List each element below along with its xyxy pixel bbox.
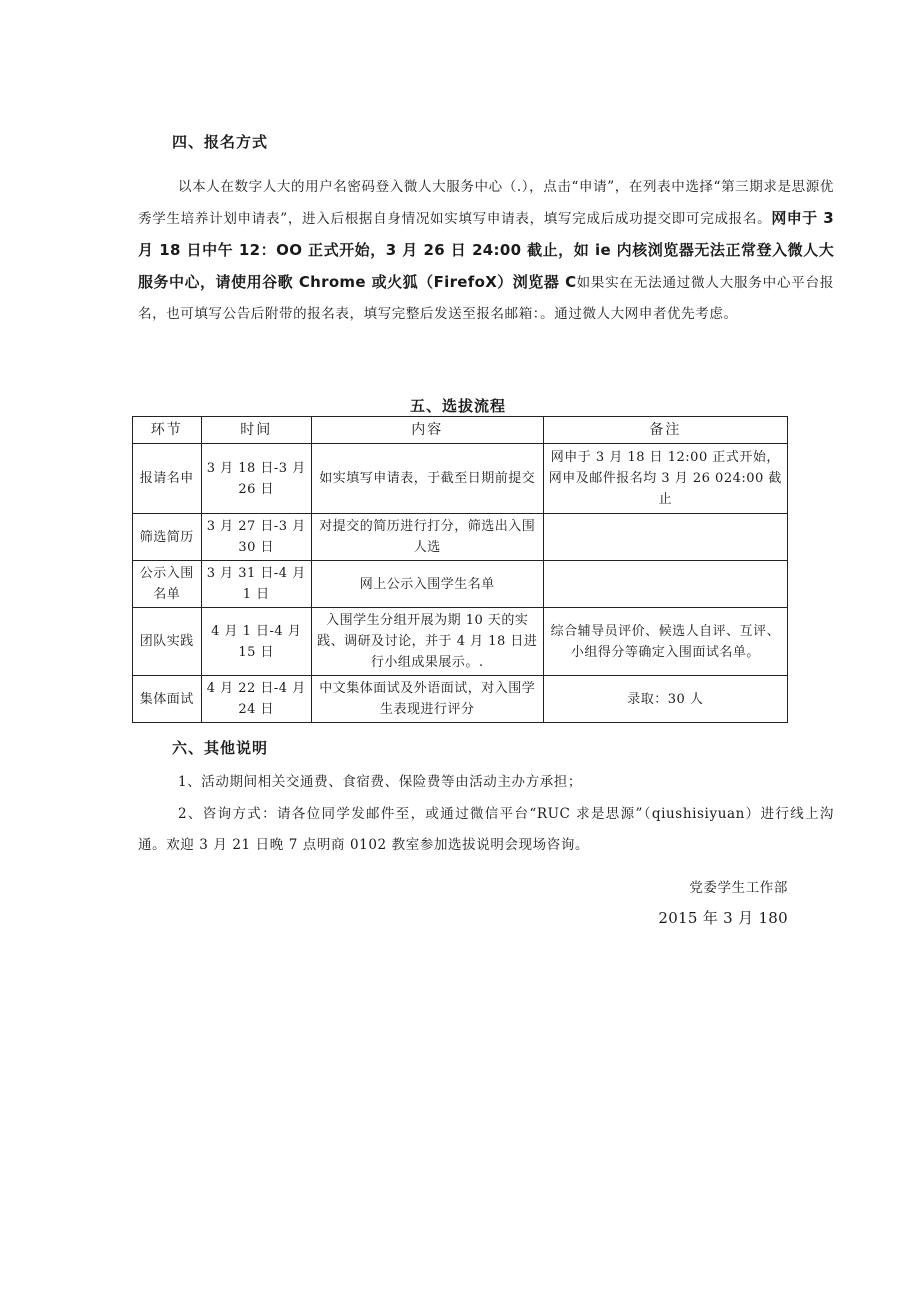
table-row <box>133 608 788 676</box>
table-row <box>133 561 788 608</box>
time-cell: 3 月 27 日-3 月 30 日 <box>201 514 311 561</box>
stage-cell: 筛选简历 <box>133 514 202 561</box>
header-time: 时间 <box>201 417 311 444</box>
section6-item1-text: 1、活动期间相关交通费、食宿费、保险费等由活动主办方承担； <box>178 774 582 790</box>
note-cell: 网申于 3 月 18 日 12:00 正式开始，网申及邮件报名均 3 月 26 024:00 截止 <box>543 444 787 514</box>
selection-process-table <box>132 416 788 723</box>
section4-text-bold: 网申于 3 月 18 日中午 12：OO 正式开始，3 月 26 日 24:00 截止，如 ie 内核浏览器无法正常登入微人大服务中心，请使用谷歌 Chrome 或火狐（FirefoX）浏览器 C <box>138 209 834 291</box>
stage-cell: 团队实践 <box>133 608 202 676</box>
header-note: 备注 <box>543 417 787 444</box>
section5-heading: 五、选拔流程 <box>410 397 507 415</box>
section6-heading: 六、其他说明 <box>172 739 269 757</box>
section4-paragraph <box>138 172 834 330</box>
table-row <box>133 444 788 514</box>
header-stage: 环节 <box>133 417 202 444</box>
stage-cell: 报请名申 <box>133 444 202 514</box>
table-row <box>133 676 788 723</box>
section4-heading: 四、报名方式 <box>172 133 269 151</box>
section6-item1 <box>138 767 834 798</box>
time-cell: 3 月 31 日-4 月 1 日 <box>201 561 311 608</box>
note-cell <box>543 561 787 608</box>
section6-item2 <box>138 799 834 861</box>
header-content: 内容 <box>311 417 543 444</box>
content-cell: 中文集体面试及外语面试，对入围学生表现进行评分 <box>311 676 543 723</box>
content-cell: 入围学生分组开展为期 10 天的实践、调研及讨论，并于 4 月 18 日进行小组成果展示。. <box>311 608 543 676</box>
section6-item2-text: 2、咨询方式：请各位同学发邮件至，或通过微信平台“RUC 求是思源”（qiushisiyuan）进行线上沟通。欢迎 3 月 21 日晚 7 点明商 0102 教室参加选拔说明会现场咨询。 <box>138 806 834 853</box>
note-cell: 综合辅导员评价、候选人自评、互评、小组得分等确定入围面试名单。 <box>543 608 787 676</box>
stage-cell: 公示入围名单 <box>133 561 202 608</box>
signature-date: 2015 年 3 月 180 <box>658 909 788 927</box>
time-cell: 3 月 18 日-3 月 26 日 <box>201 444 311 514</box>
signature-department: 党委学生工作部 <box>689 880 788 896</box>
content-cell: 网上公示入围学生名单 <box>311 561 543 608</box>
table-header-row <box>133 417 788 444</box>
time-cell: 4 月 1 日-4 月 15 日 <box>201 608 311 676</box>
content-cell: 对提交的简历进行打分，筛选出入围人选 <box>311 514 543 561</box>
note-cell: 录取：30 人 <box>543 676 787 723</box>
content-cell: 如实填写申请表，于截至日期前提交 <box>311 444 543 514</box>
note-cell <box>543 514 787 561</box>
table-row <box>133 514 788 561</box>
section4-text-a: 以本人在数字人大的用户名密码登入微人大服务中心（.），点击“申请”，在列表中选择“第三期求是思源优秀学生培养计划申请表”，进入后根据自身情况如实填写申请表，填写完成后成功提交即可完成报名。 <box>138 179 834 227</box>
stage-cell: 集体面试 <box>133 676 202 723</box>
section4-text-b: 如果实在无法通过微人大服务中心平台报名，也可填写公告后附带的报名表，填写完整后发送至报名邮箱：。通过微人大网申者优先考虑。 <box>138 275 834 322</box>
time-cell: 4 月 22 日-4 月 24 日 <box>201 676 311 723</box>
